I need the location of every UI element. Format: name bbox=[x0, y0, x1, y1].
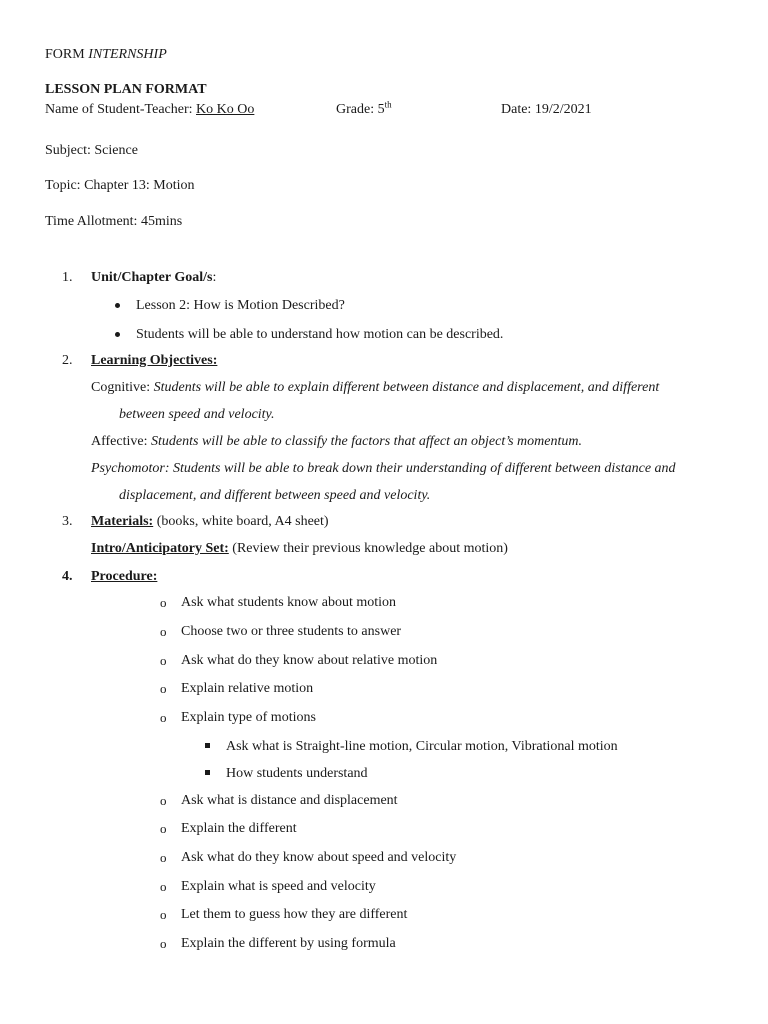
procedure-step-9: Explain what is speed and velocity bbox=[181, 879, 376, 894]
square-bullet-icon bbox=[205, 743, 210, 748]
name-value: Ko Ko Oo bbox=[196, 102, 255, 117]
circle-bullet-icon: o bbox=[160, 681, 167, 696]
circle-bullet-icon: o bbox=[160, 710, 167, 725]
unit-goals-heading: Unit/Chapter Goal/s bbox=[91, 270, 213, 285]
circle-bullet-icon: o bbox=[160, 879, 167, 894]
cognitive-line-1 bbox=[91, 379, 659, 397]
intro-label: Intro/Anticipatory Set: bbox=[91, 541, 229, 556]
intro-line bbox=[91, 540, 508, 558]
procedure-heading: Procedure: bbox=[91, 569, 158, 584]
intro-text: (Review their previous knowledge about motion) bbox=[228, 541, 508, 556]
circle-bullet-icon: o bbox=[160, 850, 167, 865]
topic-line: Topic: Chapter 13: Motion bbox=[45, 178, 195, 193]
circle-bullet-icon: o bbox=[160, 793, 167, 808]
circle-bullet-icon: o bbox=[160, 936, 167, 951]
form-title bbox=[45, 46, 167, 64]
unit-goals-colon: : bbox=[212, 270, 217, 285]
grade-field bbox=[336, 101, 392, 119]
goal-bullet-1: Lesson 2: How is Motion Described? bbox=[136, 298, 345, 313]
section-1-number: 1. bbox=[62, 270, 73, 285]
procedure-step-5: Explain type of motions bbox=[181, 710, 316, 725]
materials-line bbox=[91, 513, 329, 531]
procedure-step-6: Ask what is distance and displacement bbox=[181, 793, 398, 808]
learning-objectives-heading: Learning Objectives: bbox=[91, 353, 218, 368]
procedure-substep-2: How students understand bbox=[226, 766, 368, 781]
time-allotment-line: Time Allotment: 45mins bbox=[45, 214, 183, 229]
square-bullet-icon bbox=[205, 770, 210, 775]
materials-text: (books, white board, A4 sheet) bbox=[153, 514, 329, 529]
procedure-substep-1: Ask what is Straight-line motion, Circular motion, Vibrational motion bbox=[226, 739, 618, 754]
bullet-icon bbox=[115, 303, 120, 308]
cognitive-line-2: between speed and velocity. bbox=[119, 407, 275, 422]
grade-label: Grade: 5 bbox=[336, 102, 385, 117]
goal-bullet-2: Students will be able to understand how motion can be described. bbox=[136, 327, 504, 342]
section-3-number: 3. bbox=[62, 514, 73, 529]
section-1-heading bbox=[91, 269, 216, 287]
psychomotor-line-2: displacement, and different between speed and velocity. bbox=[119, 488, 431, 503]
cognitive-text: Students will be able to explain different between distance and displacement, and different bbox=[153, 380, 660, 395]
procedure-step-7: Explain the different bbox=[181, 821, 297, 836]
procedure-step-8: Ask what do they know about speed and velocity bbox=[181, 850, 457, 865]
student-name-line bbox=[45, 101, 254, 119]
circle-bullet-icon: o bbox=[160, 821, 167, 836]
procedure-step-3: Ask what do they know about relative motion bbox=[181, 653, 438, 668]
subject-line: Subject: Science bbox=[45, 143, 138, 158]
circle-bullet-icon: o bbox=[160, 653, 167, 668]
affective-line bbox=[91, 433, 582, 451]
date-field: Date: 19/2/2021 bbox=[501, 102, 592, 117]
procedure-step-10: Let them to guess how they are different bbox=[181, 907, 408, 922]
procedure-step-4: Explain relative motion bbox=[181, 681, 314, 696]
affective-label: Affective: bbox=[91, 434, 151, 449]
section-4-number: 4. bbox=[62, 569, 73, 584]
materials-label: Materials: bbox=[91, 514, 154, 529]
circle-bullet-icon: o bbox=[160, 907, 167, 922]
form-prefix: FORM bbox=[45, 47, 89, 62]
cognitive-label: Cognitive: bbox=[91, 380, 154, 395]
procedure-step-2: Choose two or three students to answer bbox=[181, 624, 402, 639]
document-title: LESSON PLAN FORMAT bbox=[45, 82, 207, 97]
grade-superscript: th bbox=[384, 99, 392, 110]
procedure-step-11: Explain the different by using formula bbox=[181, 936, 396, 951]
procedure-step-1: Ask what students know about motion bbox=[181, 595, 397, 610]
form-name: INTERNSHIP bbox=[88, 47, 167, 62]
circle-bullet-icon: o bbox=[160, 595, 167, 610]
bullet-icon bbox=[115, 332, 120, 337]
section-2-number: 2. bbox=[62, 353, 73, 368]
name-label: Name of Student-Teacher: bbox=[45, 102, 197, 117]
psychomotor-line-1: Psychomotor: Students will be able to break down their understanding of different between distance and bbox=[91, 461, 676, 476]
circle-bullet-icon: o bbox=[160, 624, 167, 639]
affective-text: Students will be able to classify the factors that affect an object’s momentum. bbox=[151, 434, 582, 449]
